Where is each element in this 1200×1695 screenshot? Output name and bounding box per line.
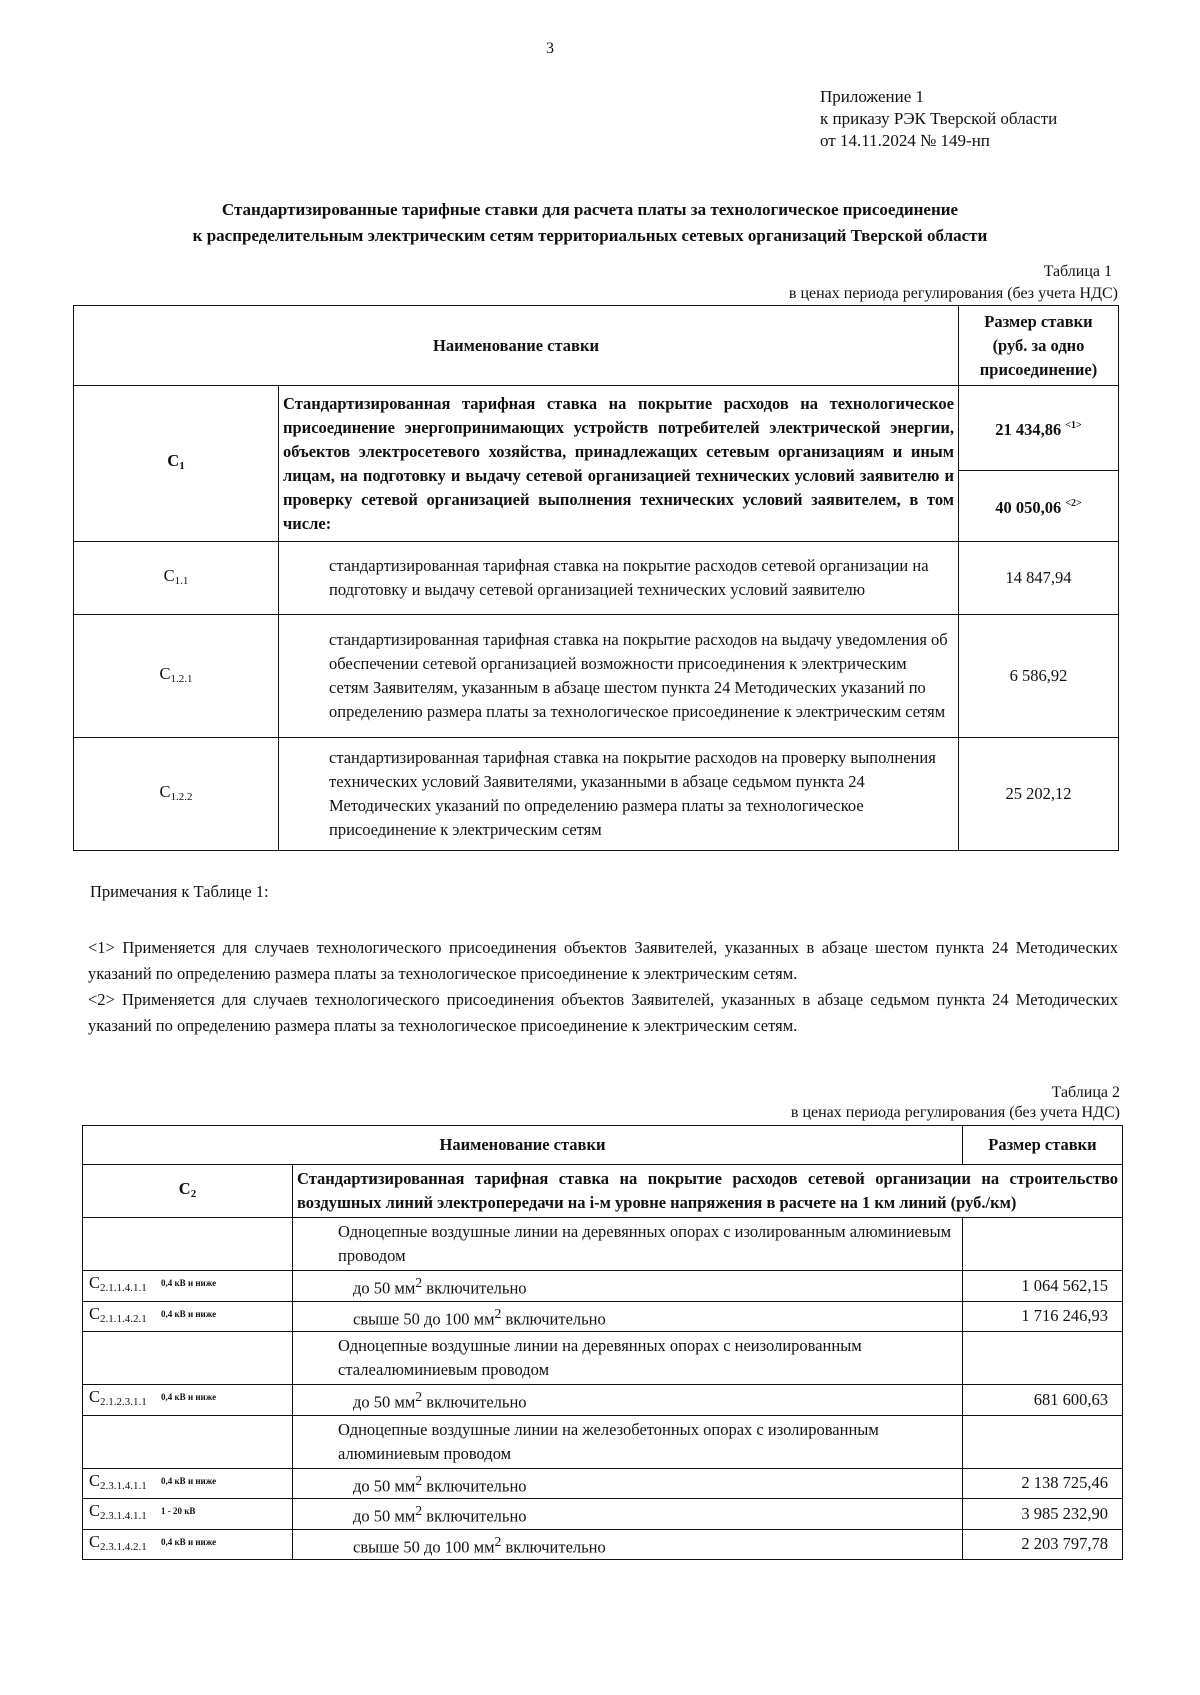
row-description: стандартизированная тарифная ставка на покрытие расходов сетевой организации на подготовку и выдачу сетевой организацией технических условий заявителю [279,542,959,615]
c1-value-1-text: 21 434,86 [995,420,1062,439]
desc-tail: включительно [501,1537,606,1556]
table-row [74,738,1119,851]
note-ref-1: <1> [1065,420,1082,431]
notes-block [88,935,1118,1039]
annex-block [820,86,1057,152]
table-row [83,1385,1123,1416]
code-sub: 2.3.1.4.1.1 [100,1510,147,1523]
row-code [83,1271,293,1302]
table-row [83,1271,1123,1302]
voltage-level: 0,4 кВ и ниже [161,1536,217,1547]
row-description [293,1271,963,1302]
code-main: C [89,1273,101,1293]
empty-cell [963,1415,1123,1468]
desc-sup: 2 [415,1472,423,1488]
desc-text: до 50 мм [353,1392,416,1412]
voltage-level: 0,4 кВ и ниже [161,1278,217,1288]
title-line-2: к распределительным электрическим сетям территориальных сетевых организаций Тверской области [192,226,988,245]
code-sub: 2.1.1.4.1.1 [100,1282,147,1295]
table-row [83,1499,1123,1530]
desc-text: свыше 50 до 100 мм [353,1309,495,1328]
group-title-row [83,1415,1123,1468]
empty-cell [83,1332,293,1385]
empty-cell [963,1218,1123,1271]
code-sub: 2 [190,1187,197,1200]
row-value: 2 203 797,78 [963,1529,1123,1560]
row-code [83,1301,293,1332]
table-2 [82,1125,1123,1560]
desc-text: до 50 мм [353,1476,416,1495]
desc-text: до 50 мм [353,1506,416,1526]
table2-header-name: Наименование ставки [83,1126,963,1165]
annex-line-3: от 14.11.2024 № 149-нп [820,131,990,150]
code-main: C [89,1387,101,1407]
code-c1-2-1 [74,615,279,738]
table-row [74,615,1119,738]
voltage-level: 0,4 кВ и ниже [161,1475,217,1486]
row-description [293,1301,963,1332]
desc-sup: 2 [415,1275,423,1290]
row-value: 2 138 725,46 [963,1468,1123,1499]
empty-cell [963,1332,1123,1385]
row-value: 6 586,92 [959,615,1119,738]
group-title: Одноцепные воздушные линии на деревянных опорах с изолированным алюминиевым проводом [293,1218,963,1271]
empty-cell [83,1415,293,1468]
table1-prices-note: в ценах периода регулирования (без учета НДС) [788,285,1118,302]
annex-line-2: к приказу РЭК Тверской области [820,109,1058,128]
table2-header-row [83,1126,1123,1165]
row-description [293,1468,963,1499]
code-c1 [74,386,279,542]
code-main: C [159,781,171,801]
code-c2 [83,1165,293,1218]
title-line-1: Стандартизированные тарифные ставки для расчета платы за технологическое присоединение [221,200,959,219]
code-main: C [89,1303,101,1323]
code-main: C [159,663,171,683]
c2-description: Стандартизированная тарифная ставка на покрытие расходов сетевой организации на строительство воздушных линий электропередачи на i-м уровне напряжения в расчете на 1 км линий (руб./км) [293,1165,1123,1218]
table-row [83,1165,1123,1218]
code-main: C [163,565,175,585]
code-main: C [89,1531,101,1551]
row-code [83,1529,293,1560]
table1-header-name: Наименование ставки [74,306,959,386]
table1-header-row [74,306,1119,386]
code-sub: 2.3.1.4.2.1 [100,1540,147,1553]
row-description: стандартизированная тарифная ставка на покрытие расходов на проверку выполнения технических условий Заявителями, указанными в абзаце седьмом пункта 24 Методических указаний по определению размера платы за технологическое присоединение к электрическим сетям [279,738,959,851]
table2-prices-note: в ценах периода регулирования (без учета НДС) [790,1104,1120,1121]
row-value: 25 202,12 [959,738,1119,851]
desc-tail: включительно [422,1278,527,1298]
desc-tail: включительно [422,1392,527,1412]
desc-tail: включительно [501,1309,606,1328]
code-main: C [89,1501,101,1521]
row-description: стандартизированная тарифная ставка на покрытие расходов на выдачу уведомления об обеспечении сетевой организацией возможности присоединения к электрическим сетям Заявителям, указанным в абзаце шестом пункта 24 Методических указаний по определению размера платы за технологическое присоединение к электрическим сетям [279,615,959,738]
code-main: C [178,1178,191,1198]
row-value: 14 847,94 [959,542,1119,615]
empty-cell [83,1218,293,1271]
group-title-row [83,1332,1123,1385]
table2-label: Таблица 2 [1051,1084,1120,1101]
code-sub: 1.2.1 [170,672,193,685]
group-title: Одноцепные воздушные линии на деревянных опорах с неизолированным сталеалюминиевым проводом [293,1332,963,1385]
note-2: <2> Применяется для случаев технологического присоединения объектов Заявителей, указанных в абзаце седьмом пункта 24 Методических указаний по определению размера платы за технологическое присоединение к электрическим сетям. [88,990,1118,1035]
voltage-level: 0,4 кВ и ниже [161,1392,217,1402]
desc-text: свыше 50 до 100 мм [353,1537,495,1556]
code-main: C [167,451,180,470]
c1-value-2-text: 40 050,06 [995,498,1062,517]
note-1: <1> Применяется для случаев технологического присоединения объектов Заявителей, указанных в абзаце шестом пункта 24 Методических указаний по определению размера платы за технологическое присоединение к электрическим сетям. [88,938,1118,983]
desc-sup: 2 [494,1305,502,1321]
row-description [293,1499,963,1530]
row-description [293,1529,963,1560]
group-title: Одноцепные воздушные линии на железобетонных опорах с изолированным алюминиевым проводом [293,1415,963,1468]
table-row [83,1529,1123,1560]
desc-tail: включительно [422,1476,527,1495]
code-sub: 1.1 [174,574,189,587]
row-description [293,1385,963,1416]
table1-label: Таблица 1 [1043,263,1112,280]
code-sub: 1.2.2 [170,790,193,803]
code-sub: 2.3.1.4.1.1 [100,1479,147,1492]
desc-sup: 2 [415,1503,423,1518]
c1-value-1 [959,386,1119,471]
c1-description-text: Стандартизированная тарифная ставка на покрытие расходов на технологическое присоединение энергопринимающих устройств потребителей электрической энергии, объектов электросетевого хозяйства, принадлежащих сетевым организациям и иным лицам, на подготовку и выдачу сетевой организацией технических условий заявителю и проверку сетевой организацией выполнения технических условий заявителем, в том [283,393,954,509]
code-sub: 1 [179,460,185,472]
table2-header-value: Размер ставки [963,1126,1123,1165]
row-code [83,1499,293,1530]
table-1 [73,305,1119,851]
desc-sup: 2 [415,1389,423,1404]
code-main: C [89,1470,101,1490]
c1-description [279,386,959,542]
code-sub: 2.1.2.3.1.1 [100,1396,147,1409]
document-title [70,197,1110,249]
note-ref-2: <2> [1065,498,1082,509]
table-row [74,386,1119,471]
c1-description-last: числе: [283,513,332,533]
voltage-level: 0,4 кВ и ниже [161,1308,217,1319]
group-title-row [83,1218,1123,1271]
row-value: 1 064 562,15 [963,1271,1123,1302]
table-row [74,542,1119,615]
row-code [83,1468,293,1499]
desc-tail: включительно [422,1506,527,1526]
notes-heading: Примечания к Таблице 1: [90,882,269,901]
table-row [83,1468,1123,1499]
table1-header-value: Размер ставки (руб. за одно присоединение) [959,306,1119,386]
row-value: 1 716 246,93 [963,1301,1123,1332]
row-code [83,1385,293,1416]
row-value: 3 985 232,90 [963,1499,1123,1530]
table-row [83,1301,1123,1332]
code-sub: 2.1.1.4.2.1 [100,1312,147,1325]
desc-sup: 2 [494,1533,502,1549]
voltage-level: 1 - 20 кВ [161,1506,196,1516]
annex-line-1: Приложение 1 [820,87,924,106]
row-value: 681 600,63 [963,1385,1123,1416]
c1-value-2 [959,471,1119,542]
code-c1-2-2 [74,738,279,851]
page-number: 3 [546,40,554,57]
code-c1-1 [74,542,279,615]
desc-text: до 50 мм [353,1278,416,1298]
